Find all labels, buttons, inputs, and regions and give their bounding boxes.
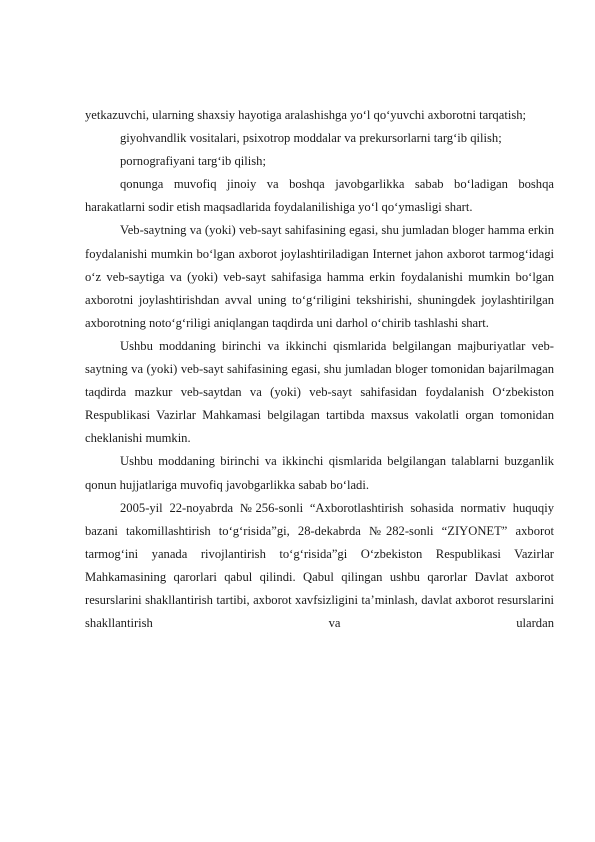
document-page — [85, 104, 554, 635]
paragraph-7: Ushbu moddaning birinchi va ikkinchi qismlarida belgilangan talablarni buzganlik qonun hujjatlariga muvofiq javobgarlikka sabab bo‘ladi. — [85, 454, 554, 492]
paragraph-8: 2005-yil 22-noyabrda №256-sonli “Axborotlashtirish sohasida normativ huquqiy bazani takomillashtirish to‘g‘risida”gi, 28-dekabrda №282-sonli “ZIYONET” axborot tarmog‘ini yanada rivojlantirish to‘g‘risida”gi O‘zbekiston Respublikasi Vazirlar Mahkamasining qarorlari qabul qilindi. Qabul qilingan ushbu qarorlar Davlat axborot resurslarini shakllantirish tartibi, axborot xavfsizligini ta’minlash, davlat axborot resurslarini shakllantirish va ulardan — [85, 500, 554, 631]
paragraph-2: giyohvandlik vositalari, psixotrop moddalar va prekursorlarni targ‘ib qilish; — [120, 131, 502, 146]
paragraph-1: yetkazuvchi, ularning shaxsiy hayotiga aralashishga yo‘l qo‘yuvchi axborotni tarqatish; — [85, 108, 527, 122]
paragraph-5: Veb-saytning va (yoki) veb-sayt sahifasining egasi, shu jumladan bloger hamma erkin foydalanishi mumkin bo‘lgan axborot joylashtiriladigan Internet jahon axborot tarmog‘idagi o‘z veb-saytiga va (yoki) veb-sayt sahifasiga hamma erkin foydalanishi mumkin bo‘lgan axborotni joylashtirishdan avval uning to‘g‘riligini tekshirishi, shuningdek joylashtirilgan axborotning noto‘g‘riligi aniqlangan taqdirda uni darhol o‘chirib tashlashi shart. — [85, 223, 554, 330]
paragraph-3: pornografiyani targ‘ib qilish; — [120, 154, 266, 169]
paragraph-6: Ushbu moddaning birinchi va ikkinchi qismlarida belgilangan majburiyatlar veb-saytning va (yoki) veb-sayt sahifasining egasi, shu jumladan bloger tomonidan bajarilmagan taqdirda mazkur veb-saytdan va (yoki) veb-sayt sahifasidan foydalanish O‘zbekiston Respublikasi Vazirlar Mahkamasi belgilagan tartibda maxsus vakolatli organ tomonidan cheklanishi mumkin. — [85, 338, 554, 446]
paragraph-4: qonunga muvofiq jinoiy va boshqa javobgarlikka sabab bo‘ladigan boshqa harakatlarni sodir etish maqsadlarida foydalanilishiga yo‘l qo‘ymasligi shart. — [85, 177, 554, 215]
